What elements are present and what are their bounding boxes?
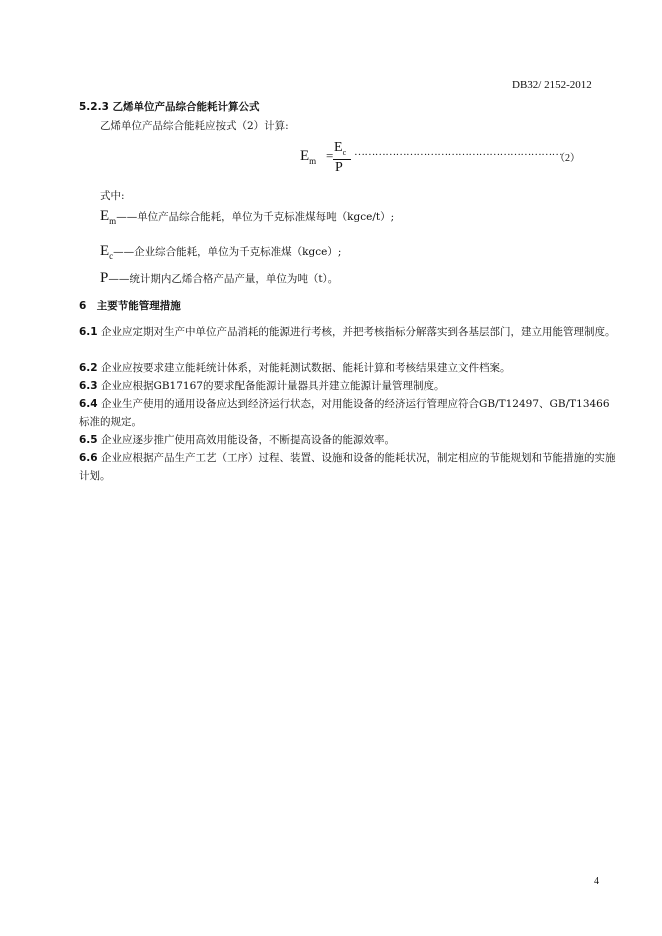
clause-number: 6.1 (79, 326, 98, 338)
page-number: 4 (594, 876, 599, 887)
clause-text: 企业应按要求建立能耗统计体系，对能耗测试数据、能耗计算和考核结果建立文件档案。 (100, 362, 511, 374)
formula-intro: 乙烯单位产品综合能耗应按式（2）计算: (100, 120, 289, 132)
definition-text: ——统计期内乙烯合格产品产量，单位为吨（t）。 (108, 273, 339, 285)
formula-numerator: $E_c$ (334, 140, 347, 157)
formula-lhs: $E_m$ (300, 148, 317, 166)
definition-ec (100, 243, 341, 261)
clause-text: 企业生产使用的通用设备应达到经济运行状态，对用能设备的经济运行管理应符合GB/T12497、GB/T13466标准的规定。 (79, 398, 610, 428)
where-label: 式中: (100, 190, 125, 202)
formula-number: （2） (555, 153, 580, 164)
definition-text: ——单位产品综合能耗，单位为千克标准煤每吨（kgce/t）; (116, 211, 395, 223)
definition-symbol: P (100, 270, 109, 286)
clause-text: 企业应定期对生产中单位产品消耗的能源进行考核，并把考核指标分解落实到各基层部门，建立用能管理制度。 (100, 326, 616, 338)
section-heading-6: 6 主要节能管理措施 (79, 300, 181, 312)
clause-number: 6.3 (79, 380, 98, 392)
clause-6-4 (79, 395, 619, 431)
formula-denominator: P (335, 160, 343, 175)
clause-6-3 (79, 377, 619, 395)
clause-number: 6.5 (79, 434, 98, 446)
document-code: DB32/ 2152-2012 (512, 79, 592, 91)
clause-text: 企业应根据GB17167的要求配备能源计量器具并建立能源计量管理制度。 (100, 380, 445, 392)
clause-text: 企业应逐步推广使用高效用能设备，不断提高设备的能源效率。 (100, 434, 395, 446)
formula-leader-dots: …………………………………………………… (354, 146, 563, 158)
formula-2 (300, 139, 600, 179)
definition-em (100, 208, 394, 226)
definition-symbol: $E_c$ (100, 243, 114, 261)
section-heading-5-2-3: 5.2.3 乙烯单位产品综合能耗计算公式 (79, 101, 260, 113)
clause-number: 6.2 (79, 362, 98, 374)
definition-text: ——企业综合能耗，单位为千克标准煤（kgce）; (113, 246, 342, 258)
clause-number: 6.4 (79, 398, 98, 410)
formula-equals: = (326, 148, 334, 163)
clause-number: 6.6 (79, 452, 98, 464)
definition-symbol: $E_m$ (100, 208, 117, 226)
clause-text: 企业应根据产品生产工艺（工序）过程、装置、设施和设备的能耗状况，制定相应的节能规划和节能措施的实施计划。 (79, 452, 616, 482)
clause-6-5 (79, 431, 619, 449)
clause-6-1 (79, 323, 619, 341)
clause-6-6 (79, 449, 619, 485)
definition-p (100, 270, 338, 288)
clause-6-2 (79, 359, 619, 377)
